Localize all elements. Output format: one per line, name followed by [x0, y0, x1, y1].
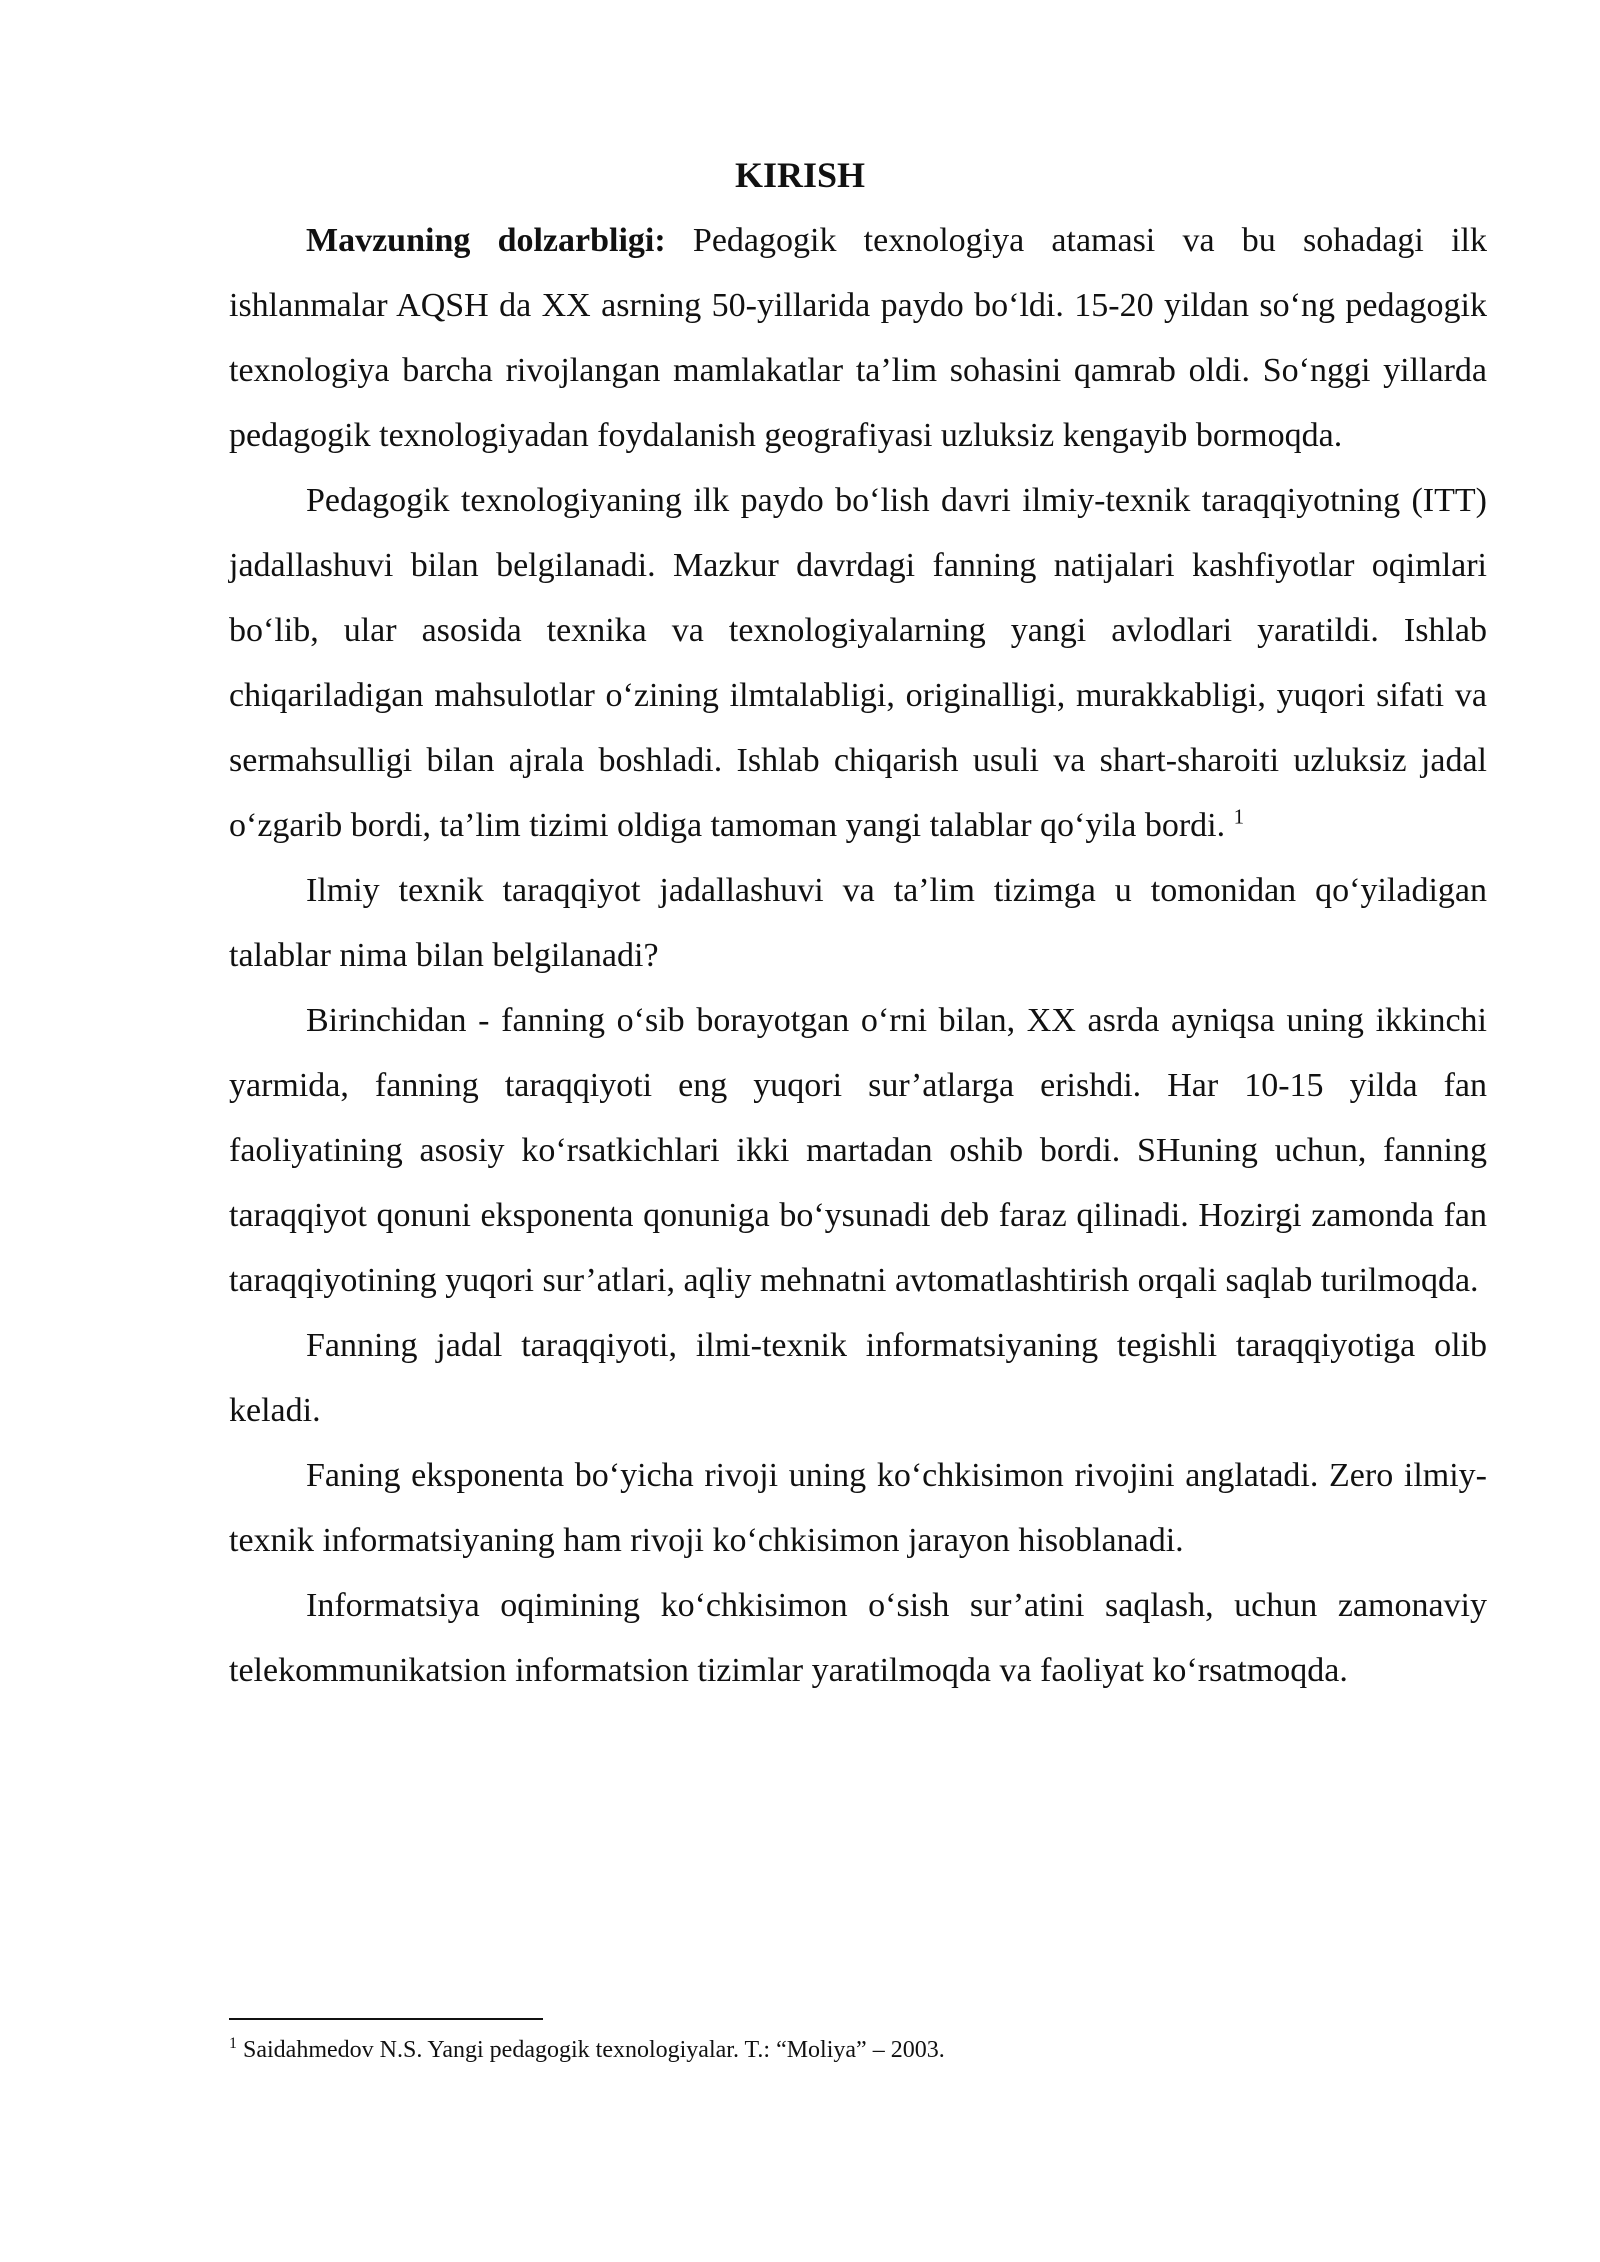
- paragraph-text: Informatsiya oqimining ko‘chkisimon o‘sish sur’atini saqlash, uchun zamonaviy telekommunikatsion informatsion tizimlar yaratilmoqda va faoliyat ko‘rsatmoqda.: [229, 1587, 1487, 1689]
- document-body: [229, 208, 1487, 1703]
- page-title: KIRISH: [734, 155, 866, 195]
- paragraph-4: [229, 988, 1487, 1313]
- footnote-reference[interactable]: 1: [1233, 804, 1245, 829]
- paragraph-7: [229, 1573, 1487, 1703]
- paragraph-text: Pedagogik texnologiya atamasi va bu sohadagi ilk ishlanmalar AQSH da XX asrning 50-yillarida paydo bo‘ldi. 15-20 yildan so‘ng pedagogik texnologiya barcha rivojlangan mamlakatlar ta’lim sohasini qamrab oldi. So‘nggi yillarda pedagogik texnologiyadan foydalanish geografiyasi uzluksiz kengayib bormoqda.: [229, 222, 1487, 454]
- paragraph-text: Faning eksponenta bo‘yicha rivoji uning ko‘chkisimon rivojini anglatadi. Zero ilmiy-texnik informatsiyaning ham rivoji ko‘chkisimon jarayon hisoblanadi.: [229, 1457, 1487, 1559]
- paragraph-text: Fanning jadal taraqqiyoti, ilmi-texnik informatsiyaning tegishli taraqqiyotiga olib keladi.: [229, 1327, 1487, 1429]
- paragraph-2: [229, 468, 1487, 858]
- footnote-divider: [229, 2018, 543, 2020]
- paragraph-lead: Mavzuning dolzarbligi:: [306, 222, 666, 259]
- paragraph-text: Ilmiy texnik taraqqiyot jadallashuvi va ta’lim tizimga u tomonidan qo‘yiladigan talablar nima bilan belgilanadi?: [229, 872, 1487, 974]
- paragraph-text: Pedagogik texnologiyaning ilk paydo bo‘lish davri ilmiy-texnik taraqqiyotning (ITT) jadallashuvi bilan belgilanadi. Mazkur davrdagi fanning natijalari kashfiyotlar oqimlari bo‘lib, ular asosida texnika va texnologiyalarning yangi avlodlari yaratildi. Ishlab chiqariladigan mahsulotlar o‘zining ilmtalabligi, originalligi, murakkabligi, yuqori sifati va sermahsulligi bilan ajrala boshladi. Ishlab chiqarish usuli va shart-sharoiti uzluksiz jadal o‘zgarib bordi, ta’lim tizimi oldiga tamoman yangi talablar qo‘yila bordi.: [229, 482, 1487, 844]
- footnote: [229, 2028, 1487, 2066]
- footnote-text: Saidahmedov N.S. Yangi pedagogik texnologiyalar. T.: “Moliya” – 2003.: [237, 2037, 945, 2063]
- paragraph-1: [229, 208, 1487, 468]
- footnote-number: 1: [229, 2035, 237, 2052]
- paragraph-3: [229, 858, 1487, 988]
- paragraph-text: Birinchidan - fanning o‘sib borayotgan o‘rni bilan, XX asrda ayniqsa uning ikkinchi yarmida, fanning taraqqiyoti eng yuqori sur’atlarga erishdi. Har 10-15 yilda fan faoliyatining asosiy ko‘rsatkichlari ikki martadan oshib bordi. SHuning uchun, fanning taraqqiyot qonuni eksponenta qonuniga bo‘ysunadi deb faraz qilinadi. Hozirgi zamonda fan taraqqiyotining yuqori sur’atlari, aqliy mehnatni avtomatlashtirish orqali saqlab turilmoqda.: [229, 1002, 1487, 1299]
- paragraph-6: [229, 1443, 1487, 1573]
- paragraph-5: [229, 1313, 1487, 1443]
